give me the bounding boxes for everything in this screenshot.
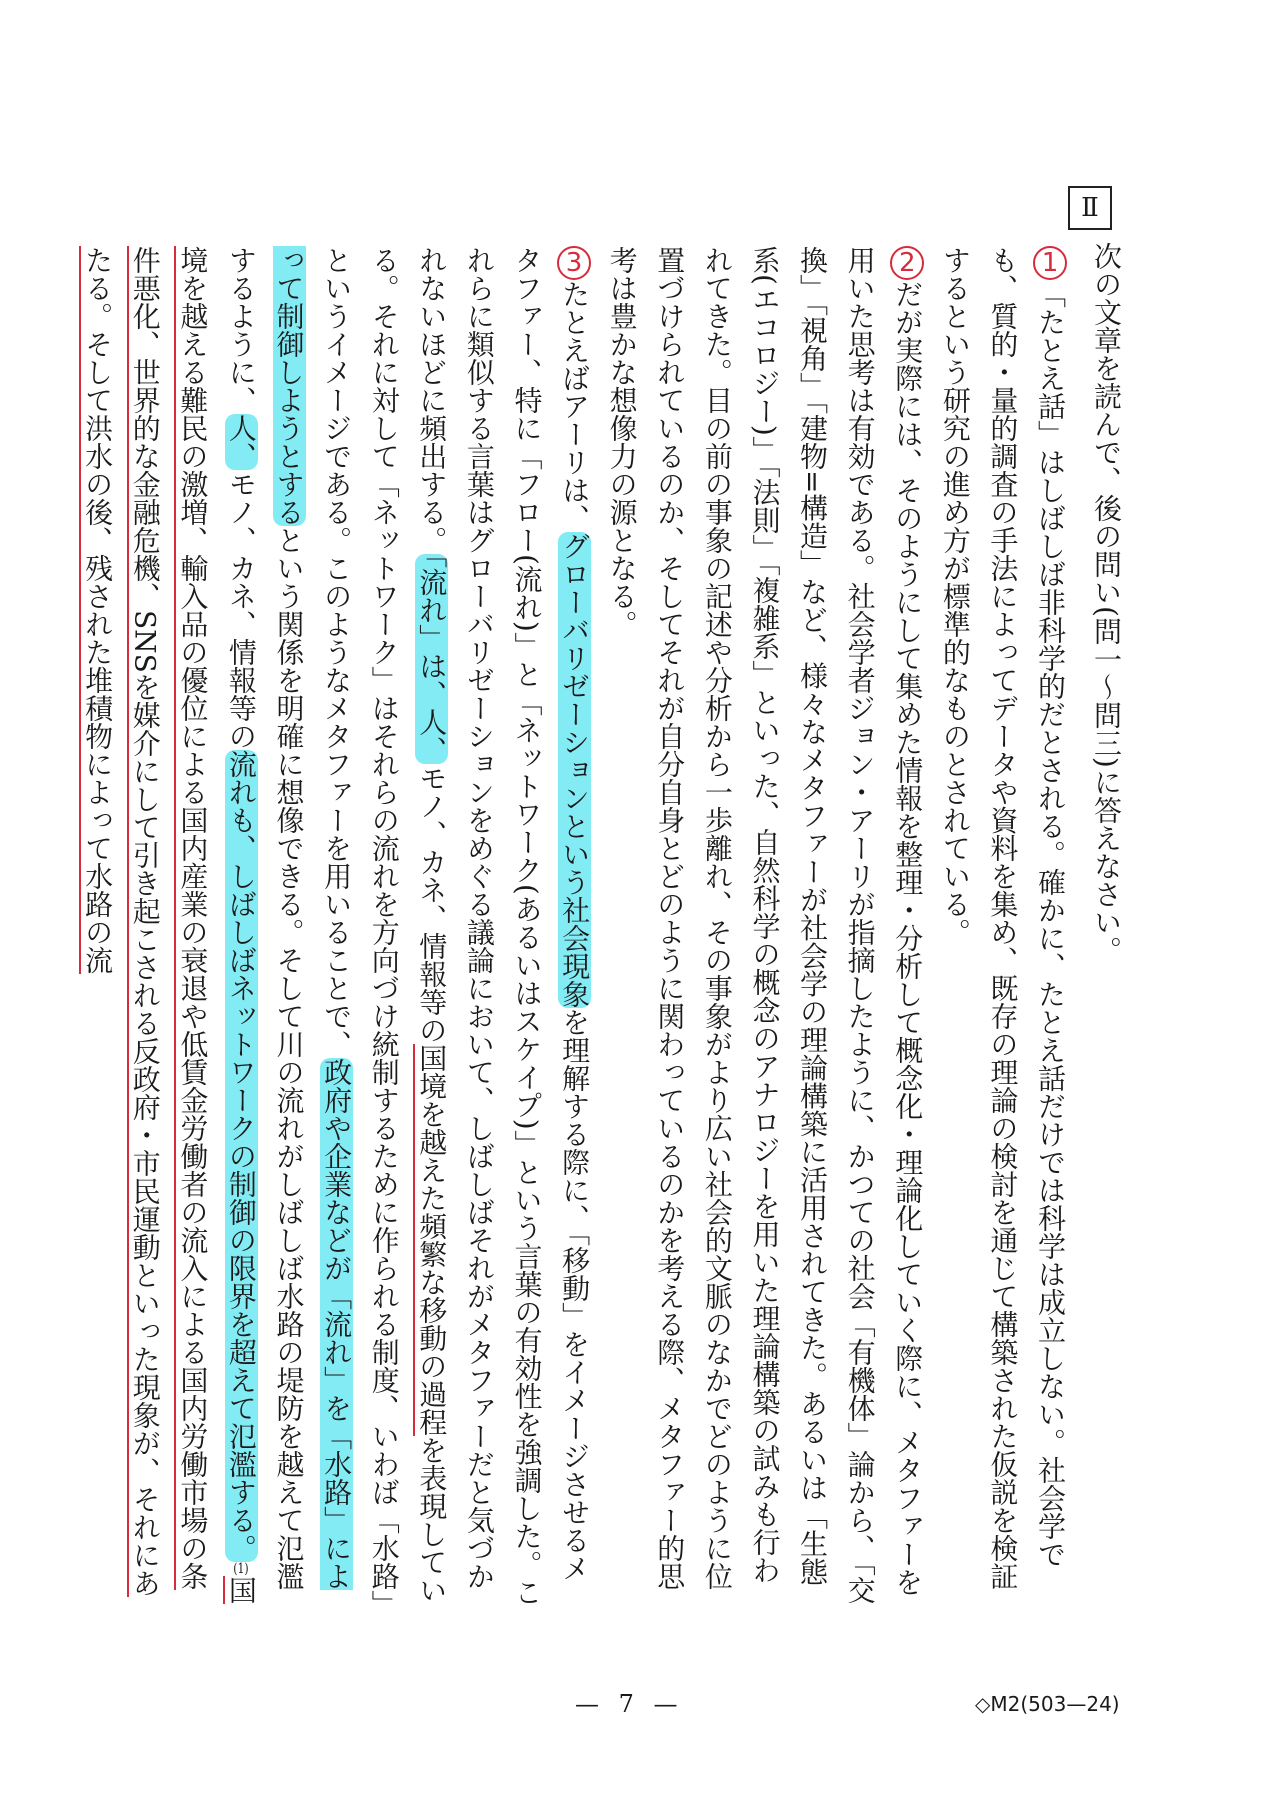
paragraph-3 (74, 246, 599, 1606)
paragraph-2 (598, 246, 931, 1606)
annotation-mark-2: 2 (890, 246, 924, 280)
annotation-mark-1: 1 (1033, 246, 1067, 280)
paragraph-3-text-f: モノ、カネ、情報等の (224, 470, 258, 750)
footnote-marker: (1) (233, 1562, 249, 1576)
instruction-text (1083, 242, 1130, 1142)
exam-code: ◇M2(503—24) (975, 1692, 1120, 1716)
paragraph-2-text: だが実際には、そのようにして集めた情報を整理・分析して概念化・理論化していく際に、メタファーを用いた思考は有効である。社会学者ジョン・アーリが指摘したように、かつての社会「有機体」論から、「交換」「視角」「建物=構造」など、様々なメタファーが社会学の理論構築に活用されてきた。あるいは「生態系(エコロジー)」「法則」「複雑系」といった、自然科学の概念のアナロジーを用いた理論構築の試みも行われてきた。目の前の事象の記述や分析から一歩離れ、その事象がより広い社会的文脈のなかでどのように位置づけられているのか、そしてそれが自分自身とどのように関わっているのかを考える際、メタファー的思考は豊かな想像力の源となる。 (605, 246, 925, 1604)
highlight-people: 人、 (224, 414, 258, 470)
paragraph-1-text: 「たとえ話」はしばしば非科学的だとされる。確かに、たとえ話だけでは科学は成立しない。社会学でも、質的・量的調査の手法によってデータや資料を集め、既存の理論の検討を通じて構築された仮説を検証するという研究の進め方が標準的なものとされている。 (938, 246, 1067, 1590)
highlight-control-flow: 政府や企業などが「流れ」を「水路」によって制御しようとする (272, 246, 354, 1590)
highlight-flow-overflow: 流れも、しばしばネットワークの制御の限界を超えて氾濫する。 (224, 750, 258, 1562)
section-label: Ⅱ (1081, 193, 1099, 223)
highlight-flow-people: 「流れ」は、人、 (415, 554, 449, 764)
paragraph-3-text-g: 国境を越える難民の激増、輸入品の優位による国内産業の衰退や低賃金労働者の流入による国内労働市場の条件悪化、世界的な金融危機、SNSを媒介にして引き起こされる反政府・市民運動といった現象が、それにあたる。そして洪水の後、残された堆積物によって水路の流 (81, 246, 258, 1604)
section-label-box (1068, 186, 1112, 230)
annotation-mark-3: 3 (557, 246, 591, 280)
paragraph-3-text-e: という関係を明確に想像できる。そして川の流れがしばしば水路の堤防を越えて氾濫するように、 (224, 246, 306, 1590)
paragraph-3-text-d: を表現している。それに対して「ネットワーク」はそれらの流れを方向づけ統制するために作られる制度、いわば「水路」というイメージである。このようなメタファーを用いることで、 (320, 246, 449, 1604)
instruction-sentence: 次の文章を読んで、後の問い(問一～問三)に答えなさい。 (1090, 242, 1123, 964)
paragraph-1 (931, 246, 1074, 1606)
paragraph-3-text-c: モノ、カネ、情報等の (415, 764, 449, 1044)
highlight-globalization: グローバリゼーションという社会現象 (558, 532, 592, 1008)
paragraph-3-text-b: を理解する際に、「移動」をイメージさせるメタファー、特に「フロー(流れ)」と「ネットワーク(あるいはスケイプ)」という言葉の有効性を強調した。これらに類似する言葉はグローバリゼーションをめぐる議論において、しばしばそれがメタファーだと気づかれないほどに頻出する。 (415, 246, 592, 1606)
paragraph-3-text-a: たとえばアーリは、 (558, 280, 592, 532)
reading-passage (74, 246, 1074, 1606)
page-number: — 7 — (575, 1690, 684, 1718)
underline-border-movement: 国境を越えた頻繁な移動の過程 (415, 1044, 449, 1436)
